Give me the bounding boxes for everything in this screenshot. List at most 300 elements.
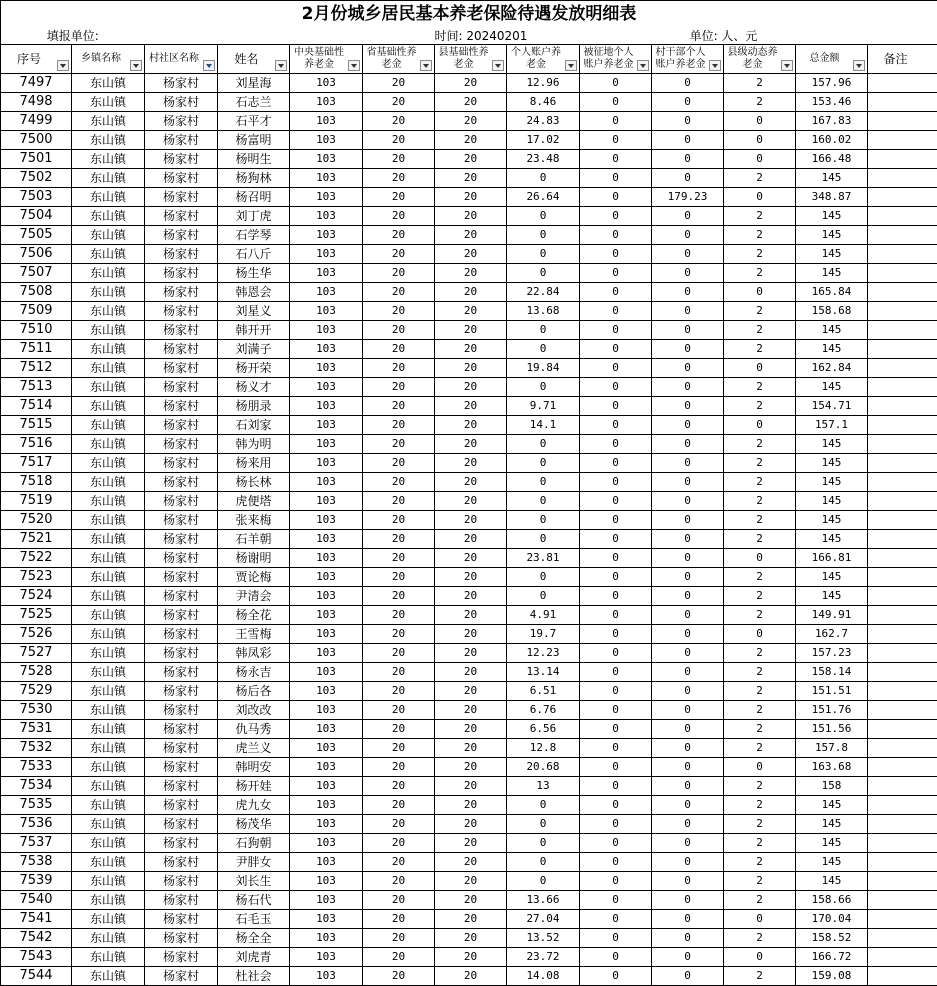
cell-central: 103 xyxy=(290,226,363,245)
cell-county: 20 xyxy=(435,777,507,796)
cell-county: 20 xyxy=(435,872,507,891)
cell-cadre: 0 xyxy=(652,93,724,112)
cell-remark xyxy=(868,511,937,530)
cell-central: 103 xyxy=(290,150,363,169)
cell-cadre: 0 xyxy=(652,948,724,967)
table-row xyxy=(1,739,937,758)
cell-land: 0 xyxy=(580,815,652,834)
cell-county: 20 xyxy=(435,397,507,416)
table-row xyxy=(1,226,937,245)
cell-county: 20 xyxy=(435,378,507,397)
cell-total: 145 xyxy=(796,454,868,473)
cell-county: 20 xyxy=(435,701,507,720)
cell-county: 20 xyxy=(435,359,507,378)
cell-name: 韩为明 xyxy=(218,435,290,454)
cell-seq: 7513 xyxy=(1,378,72,397)
table-row xyxy=(1,606,937,625)
table-row xyxy=(1,150,937,169)
cell-personal: 0 xyxy=(507,378,580,397)
cell-name: 杨茂华 xyxy=(218,815,290,834)
cell-name: 石刘家 xyxy=(218,416,290,435)
cell-land: 0 xyxy=(580,245,652,264)
cell-total: 158.66 xyxy=(796,891,868,910)
filter-dropdown-icon[interactable] xyxy=(348,60,360,71)
cell-total: 158.14 xyxy=(796,663,868,682)
cell-name: 杨义才 xyxy=(218,378,290,397)
cell-personal: 0 xyxy=(507,511,580,530)
table-row xyxy=(1,207,937,226)
cell-personal: 12.8 xyxy=(507,739,580,758)
cell-land: 0 xyxy=(580,302,652,321)
cell-town: 东山镇 xyxy=(72,416,145,435)
cell-total: 145 xyxy=(796,834,868,853)
table-row xyxy=(1,929,937,948)
cell-provincial: 20 xyxy=(363,454,435,473)
cell-cadre: 0 xyxy=(652,777,724,796)
cell-land: 0 xyxy=(580,93,652,112)
cell-central: 103 xyxy=(290,815,363,834)
cell-village: 杨家村 xyxy=(145,701,218,720)
filter-dropdown-icon[interactable] xyxy=(57,60,69,71)
cell-village: 杨家村 xyxy=(145,321,218,340)
cell-county: 20 xyxy=(435,739,507,758)
cell-town: 东山镇 xyxy=(72,948,145,967)
cell-provincial: 20 xyxy=(363,891,435,910)
cell-personal: 14.1 xyxy=(507,416,580,435)
cell-cadre: 0 xyxy=(652,853,724,872)
filter-dropdown-icon[interactable] xyxy=(637,60,649,71)
cell-cadre: 0 xyxy=(652,226,724,245)
cell-town: 东山镇 xyxy=(72,150,145,169)
cell-provincial: 20 xyxy=(363,340,435,359)
cell-seq: 7516 xyxy=(1,435,72,454)
cell-dynamic: 0 xyxy=(724,131,796,150)
cell-land: 0 xyxy=(580,834,652,853)
cell-land: 0 xyxy=(580,739,652,758)
cell-seq: 7523 xyxy=(1,568,72,587)
cell-county: 20 xyxy=(435,435,507,454)
cell-seq: 7501 xyxy=(1,150,72,169)
cell-land: 0 xyxy=(580,910,652,929)
cell-cadre: 0 xyxy=(652,340,724,359)
cell-name: 韩凤彩 xyxy=(218,644,290,663)
cell-seq: 7503 xyxy=(1,188,72,207)
cell-seq: 7527 xyxy=(1,644,72,663)
cell-name: 杨明生 xyxy=(218,150,290,169)
cell-central: 103 xyxy=(290,112,363,131)
cell-central: 103 xyxy=(290,625,363,644)
table-row xyxy=(1,245,937,264)
cell-county: 20 xyxy=(435,131,507,150)
cell-county: 20 xyxy=(435,74,507,93)
filter-dropdown-icon[interactable] xyxy=(420,60,432,71)
cell-central: 103 xyxy=(290,131,363,150)
cell-name: 虎便塔 xyxy=(218,492,290,511)
filter-dropdown-icon[interactable] xyxy=(853,60,865,71)
cell-total: 149.91 xyxy=(796,606,868,625)
cell-seq: 7517 xyxy=(1,454,72,473)
cell-personal: 13.68 xyxy=(507,302,580,321)
table-row xyxy=(1,264,937,283)
cell-provincial: 20 xyxy=(363,131,435,150)
cell-central: 103 xyxy=(290,188,363,207)
header-label: 省基础性养老金 xyxy=(363,47,434,71)
filter-dropdown-icon[interactable] xyxy=(565,60,577,71)
cell-personal: 14.08 xyxy=(507,967,580,986)
filter-dropdown-icon[interactable] xyxy=(130,60,142,71)
cell-provincial: 20 xyxy=(363,796,435,815)
cell-name: 石学琴 xyxy=(218,226,290,245)
cell-name: 尹胖女 xyxy=(218,853,290,872)
cell-personal: 0 xyxy=(507,454,580,473)
cell-name: 石狗朝 xyxy=(218,834,290,853)
cell-personal: 13.14 xyxy=(507,663,580,682)
table-row xyxy=(1,530,937,549)
cell-town: 东山镇 xyxy=(72,739,145,758)
cell-name: 杨全花 xyxy=(218,606,290,625)
table-row xyxy=(1,796,937,815)
cell-cadre: 0 xyxy=(652,625,724,644)
cell-total: 158 xyxy=(796,777,868,796)
cell-land: 0 xyxy=(580,967,652,986)
cell-seq: 7524 xyxy=(1,587,72,606)
header-county-pension xyxy=(435,45,507,74)
cell-town: 东山镇 xyxy=(72,74,145,93)
filter-dropdown-icon[interactable] xyxy=(781,60,793,71)
header-remarks xyxy=(868,45,937,74)
table-row xyxy=(1,815,937,834)
cell-land: 0 xyxy=(580,416,652,435)
cell-county: 20 xyxy=(435,112,507,131)
cell-dynamic: 2 xyxy=(724,492,796,511)
cell-remark xyxy=(868,131,937,150)
cell-land: 0 xyxy=(580,378,652,397)
filter-dropdown-icon[interactable] xyxy=(275,60,287,71)
cell-county: 20 xyxy=(435,264,507,283)
cell-name: 杨永吉 xyxy=(218,663,290,682)
cell-village: 杨家村 xyxy=(145,245,218,264)
cell-total: 145 xyxy=(796,815,868,834)
cell-provincial: 20 xyxy=(363,587,435,606)
table-row xyxy=(1,549,937,568)
cell-dynamic: 0 xyxy=(724,549,796,568)
cell-central: 103 xyxy=(290,321,363,340)
header-label: 被征地个人账户养老金 xyxy=(580,47,651,71)
cell-remark xyxy=(868,644,937,663)
cell-village: 杨家村 xyxy=(145,606,218,625)
cell-personal: 9.71 xyxy=(507,397,580,416)
cell-county: 20 xyxy=(435,625,507,644)
cell-dynamic: 0 xyxy=(724,112,796,131)
cell-village: 杨家村 xyxy=(145,226,218,245)
cell-name: 仇马秀 xyxy=(218,720,290,739)
cell-personal: 20.68 xyxy=(507,758,580,777)
filter-active-icon[interactable] xyxy=(203,60,215,71)
cell-town: 东山镇 xyxy=(72,169,145,188)
cell-dynamic: 0 xyxy=(724,416,796,435)
cell-seq: 7544 xyxy=(1,967,72,986)
table-row xyxy=(1,169,937,188)
cell-total: 145 xyxy=(796,872,868,891)
cell-dynamic: 2 xyxy=(724,701,796,720)
cell-town: 东山镇 xyxy=(72,226,145,245)
cell-personal: 26.64 xyxy=(507,188,580,207)
cell-name: 杨石代 xyxy=(218,891,290,910)
cell-cadre: 0 xyxy=(652,739,724,758)
cell-personal: 0 xyxy=(507,492,580,511)
cell-provincial: 20 xyxy=(363,112,435,131)
cell-central: 103 xyxy=(290,264,363,283)
cell-personal: 0 xyxy=(507,264,580,283)
cell-central: 103 xyxy=(290,169,363,188)
cell-personal: 12.23 xyxy=(507,644,580,663)
header-label: 县基础性养老金 xyxy=(435,47,506,71)
cell-remark xyxy=(868,929,937,948)
cell-town: 东山镇 xyxy=(72,720,145,739)
cell-total: 166.48 xyxy=(796,150,868,169)
cell-provincial: 20 xyxy=(363,359,435,378)
cell-personal: 23.72 xyxy=(507,948,580,967)
cell-county: 20 xyxy=(435,321,507,340)
table-row xyxy=(1,511,937,530)
cell-total: 163.68 xyxy=(796,758,868,777)
cell-town: 东山镇 xyxy=(72,359,145,378)
cell-dynamic: 2 xyxy=(724,929,796,948)
cell-remark xyxy=(868,739,937,758)
cell-town: 东山镇 xyxy=(72,435,145,454)
cell-remark xyxy=(868,853,937,872)
cell-central: 103 xyxy=(290,302,363,321)
cell-remark xyxy=(868,112,937,131)
cell-seq: 7540 xyxy=(1,891,72,910)
cell-provincial: 20 xyxy=(363,150,435,169)
table-row xyxy=(1,93,937,112)
cell-land: 0 xyxy=(580,568,652,587)
cell-remark xyxy=(868,416,937,435)
cell-remark xyxy=(868,359,937,378)
header-label: 中央基础性养老金 xyxy=(290,47,362,71)
cell-name: 刘星义 xyxy=(218,302,290,321)
cell-name: 杨全全 xyxy=(218,929,290,948)
cell-central: 103 xyxy=(290,568,363,587)
cell-total: 157.8 xyxy=(796,739,868,758)
cell-central: 103 xyxy=(290,207,363,226)
cell-land: 0 xyxy=(580,473,652,492)
cell-central: 103 xyxy=(290,967,363,986)
cell-name: 韩开开 xyxy=(218,321,290,340)
cell-dynamic: 2 xyxy=(724,872,796,891)
cell-dynamic: 2 xyxy=(724,606,796,625)
header-provincial-pension xyxy=(363,45,435,74)
cell-remark xyxy=(868,625,937,644)
cell-county: 20 xyxy=(435,549,507,568)
cell-cadre: 0 xyxy=(652,245,724,264)
cell-cadre: 179.23 xyxy=(652,188,724,207)
cell-village: 杨家村 xyxy=(145,568,218,587)
cell-central: 103 xyxy=(290,283,363,302)
cell-personal: 17.02 xyxy=(507,131,580,150)
table-row xyxy=(1,625,937,644)
cell-total: 166.72 xyxy=(796,948,868,967)
cell-total: 145 xyxy=(796,264,868,283)
cell-seq: 7537 xyxy=(1,834,72,853)
cell-county: 20 xyxy=(435,682,507,701)
cell-provincial: 20 xyxy=(363,93,435,112)
cell-total: 162.84 xyxy=(796,359,868,378)
cell-cadre: 0 xyxy=(652,150,724,169)
cell-village: 杨家村 xyxy=(145,682,218,701)
cell-central: 103 xyxy=(290,511,363,530)
cell-remark xyxy=(868,397,937,416)
cell-town: 东山镇 xyxy=(72,530,145,549)
cell-county: 20 xyxy=(435,834,507,853)
filter-dropdown-icon[interactable] xyxy=(709,60,721,71)
cell-town: 东山镇 xyxy=(72,891,145,910)
cell-cadre: 0 xyxy=(652,416,724,435)
cell-personal: 0 xyxy=(507,568,580,587)
cell-land: 0 xyxy=(580,587,652,606)
cell-town: 东山镇 xyxy=(72,758,145,777)
cell-name: 刘长生 xyxy=(218,872,290,891)
cell-dynamic: 0 xyxy=(724,758,796,777)
cell-central: 103 xyxy=(290,739,363,758)
cell-seq: 7521 xyxy=(1,530,72,549)
cell-central: 103 xyxy=(290,777,363,796)
header-village xyxy=(145,45,218,74)
cell-remark xyxy=(868,872,937,891)
cell-dynamic: 2 xyxy=(724,93,796,112)
cell-name: 杨生华 xyxy=(218,264,290,283)
cell-village: 杨家村 xyxy=(145,549,218,568)
cell-dynamic: 2 xyxy=(724,682,796,701)
cell-dynamic: 0 xyxy=(724,910,796,929)
cell-town: 东山镇 xyxy=(72,93,145,112)
cell-personal: 13.66 xyxy=(507,891,580,910)
cell-central: 103 xyxy=(290,587,363,606)
cell-cadre: 0 xyxy=(652,758,724,777)
cell-town: 东山镇 xyxy=(72,701,145,720)
cell-seq: 7509 xyxy=(1,302,72,321)
cell-name: 杨召明 xyxy=(218,188,290,207)
cell-county: 20 xyxy=(435,891,507,910)
cell-central: 103 xyxy=(290,416,363,435)
cell-name: 杨狗林 xyxy=(218,169,290,188)
cell-remark xyxy=(868,188,937,207)
table-row xyxy=(1,112,937,131)
cell-personal: 27.04 xyxy=(507,910,580,929)
cell-village: 杨家村 xyxy=(145,815,218,834)
cell-provincial: 20 xyxy=(363,397,435,416)
cell-central: 103 xyxy=(290,891,363,910)
cell-name: 刘丁虎 xyxy=(218,207,290,226)
cell-cadre: 0 xyxy=(652,872,724,891)
cell-town: 东山镇 xyxy=(72,910,145,929)
cell-village: 杨家村 xyxy=(145,758,218,777)
cell-cadre: 0 xyxy=(652,967,724,986)
cell-town: 东山镇 xyxy=(72,473,145,492)
cell-village: 杨家村 xyxy=(145,834,218,853)
cell-remark xyxy=(868,283,937,302)
cell-remark xyxy=(868,264,937,283)
cell-provincial: 20 xyxy=(363,245,435,264)
cell-personal: 0 xyxy=(507,435,580,454)
header-central-pension xyxy=(290,45,363,74)
cell-town: 东山镇 xyxy=(72,131,145,150)
cell-provincial: 20 xyxy=(363,74,435,93)
cell-name: 杜社会 xyxy=(218,967,290,986)
cell-village: 杨家村 xyxy=(145,359,218,378)
cell-village: 杨家村 xyxy=(145,720,218,739)
cell-provincial: 20 xyxy=(363,720,435,739)
cell-town: 东山镇 xyxy=(72,549,145,568)
cell-remark xyxy=(868,454,937,473)
cell-cadre: 0 xyxy=(652,568,724,587)
cell-village: 杨家村 xyxy=(145,473,218,492)
cell-total: 157.23 xyxy=(796,644,868,663)
cell-remark xyxy=(868,682,937,701)
cell-town: 东山镇 xyxy=(72,245,145,264)
table-row xyxy=(1,644,937,663)
cell-cadre: 0 xyxy=(652,473,724,492)
cell-provincial: 20 xyxy=(363,226,435,245)
cell-village: 杨家村 xyxy=(145,397,218,416)
cell-seq: 7533 xyxy=(1,758,72,777)
cell-personal: 0 xyxy=(507,587,580,606)
cell-village: 杨家村 xyxy=(145,169,218,188)
cell-county: 20 xyxy=(435,758,507,777)
filter-dropdown-icon[interactable] xyxy=(492,60,504,71)
cell-county: 20 xyxy=(435,245,507,264)
cell-total: 145 xyxy=(796,321,868,340)
report-time: 时间: 20240201 xyxy=(435,27,652,45)
cell-seq: 7499 xyxy=(1,112,72,131)
cell-land: 0 xyxy=(580,150,652,169)
cell-remark xyxy=(868,606,937,625)
cell-land: 0 xyxy=(580,169,652,188)
cell-seq: 7505 xyxy=(1,226,72,245)
header-cadre-account xyxy=(652,45,724,74)
cell-cadre: 0 xyxy=(652,720,724,739)
cell-personal: 0 xyxy=(507,530,580,549)
cell-land: 0 xyxy=(580,435,652,454)
cell-land: 0 xyxy=(580,340,652,359)
cell-cadre: 0 xyxy=(652,606,724,625)
cell-total: 145 xyxy=(796,226,868,245)
cell-cadre: 0 xyxy=(652,264,724,283)
cell-central: 103 xyxy=(290,93,363,112)
cell-cadre: 0 xyxy=(652,682,724,701)
cell-seq: 7500 xyxy=(1,131,72,150)
cell-land: 0 xyxy=(580,606,652,625)
cell-county: 20 xyxy=(435,796,507,815)
header-label: 村社区名称 xyxy=(145,53,217,65)
cell-land: 0 xyxy=(580,929,652,948)
cell-seq: 7538 xyxy=(1,853,72,872)
cell-village: 杨家村 xyxy=(145,587,218,606)
cell-land: 0 xyxy=(580,720,652,739)
cell-town: 东山镇 xyxy=(72,606,145,625)
cell-seq: 7543 xyxy=(1,948,72,967)
cell-provincial: 20 xyxy=(363,207,435,226)
cell-village: 杨家村 xyxy=(145,910,218,929)
cell-seq: 7507 xyxy=(1,264,72,283)
cell-cadre: 0 xyxy=(652,169,724,188)
cell-personal: 0 xyxy=(507,207,580,226)
cell-land: 0 xyxy=(580,663,652,682)
cell-provincial: 20 xyxy=(363,188,435,207)
cell-town: 东山镇 xyxy=(72,834,145,853)
cell-provincial: 20 xyxy=(363,492,435,511)
